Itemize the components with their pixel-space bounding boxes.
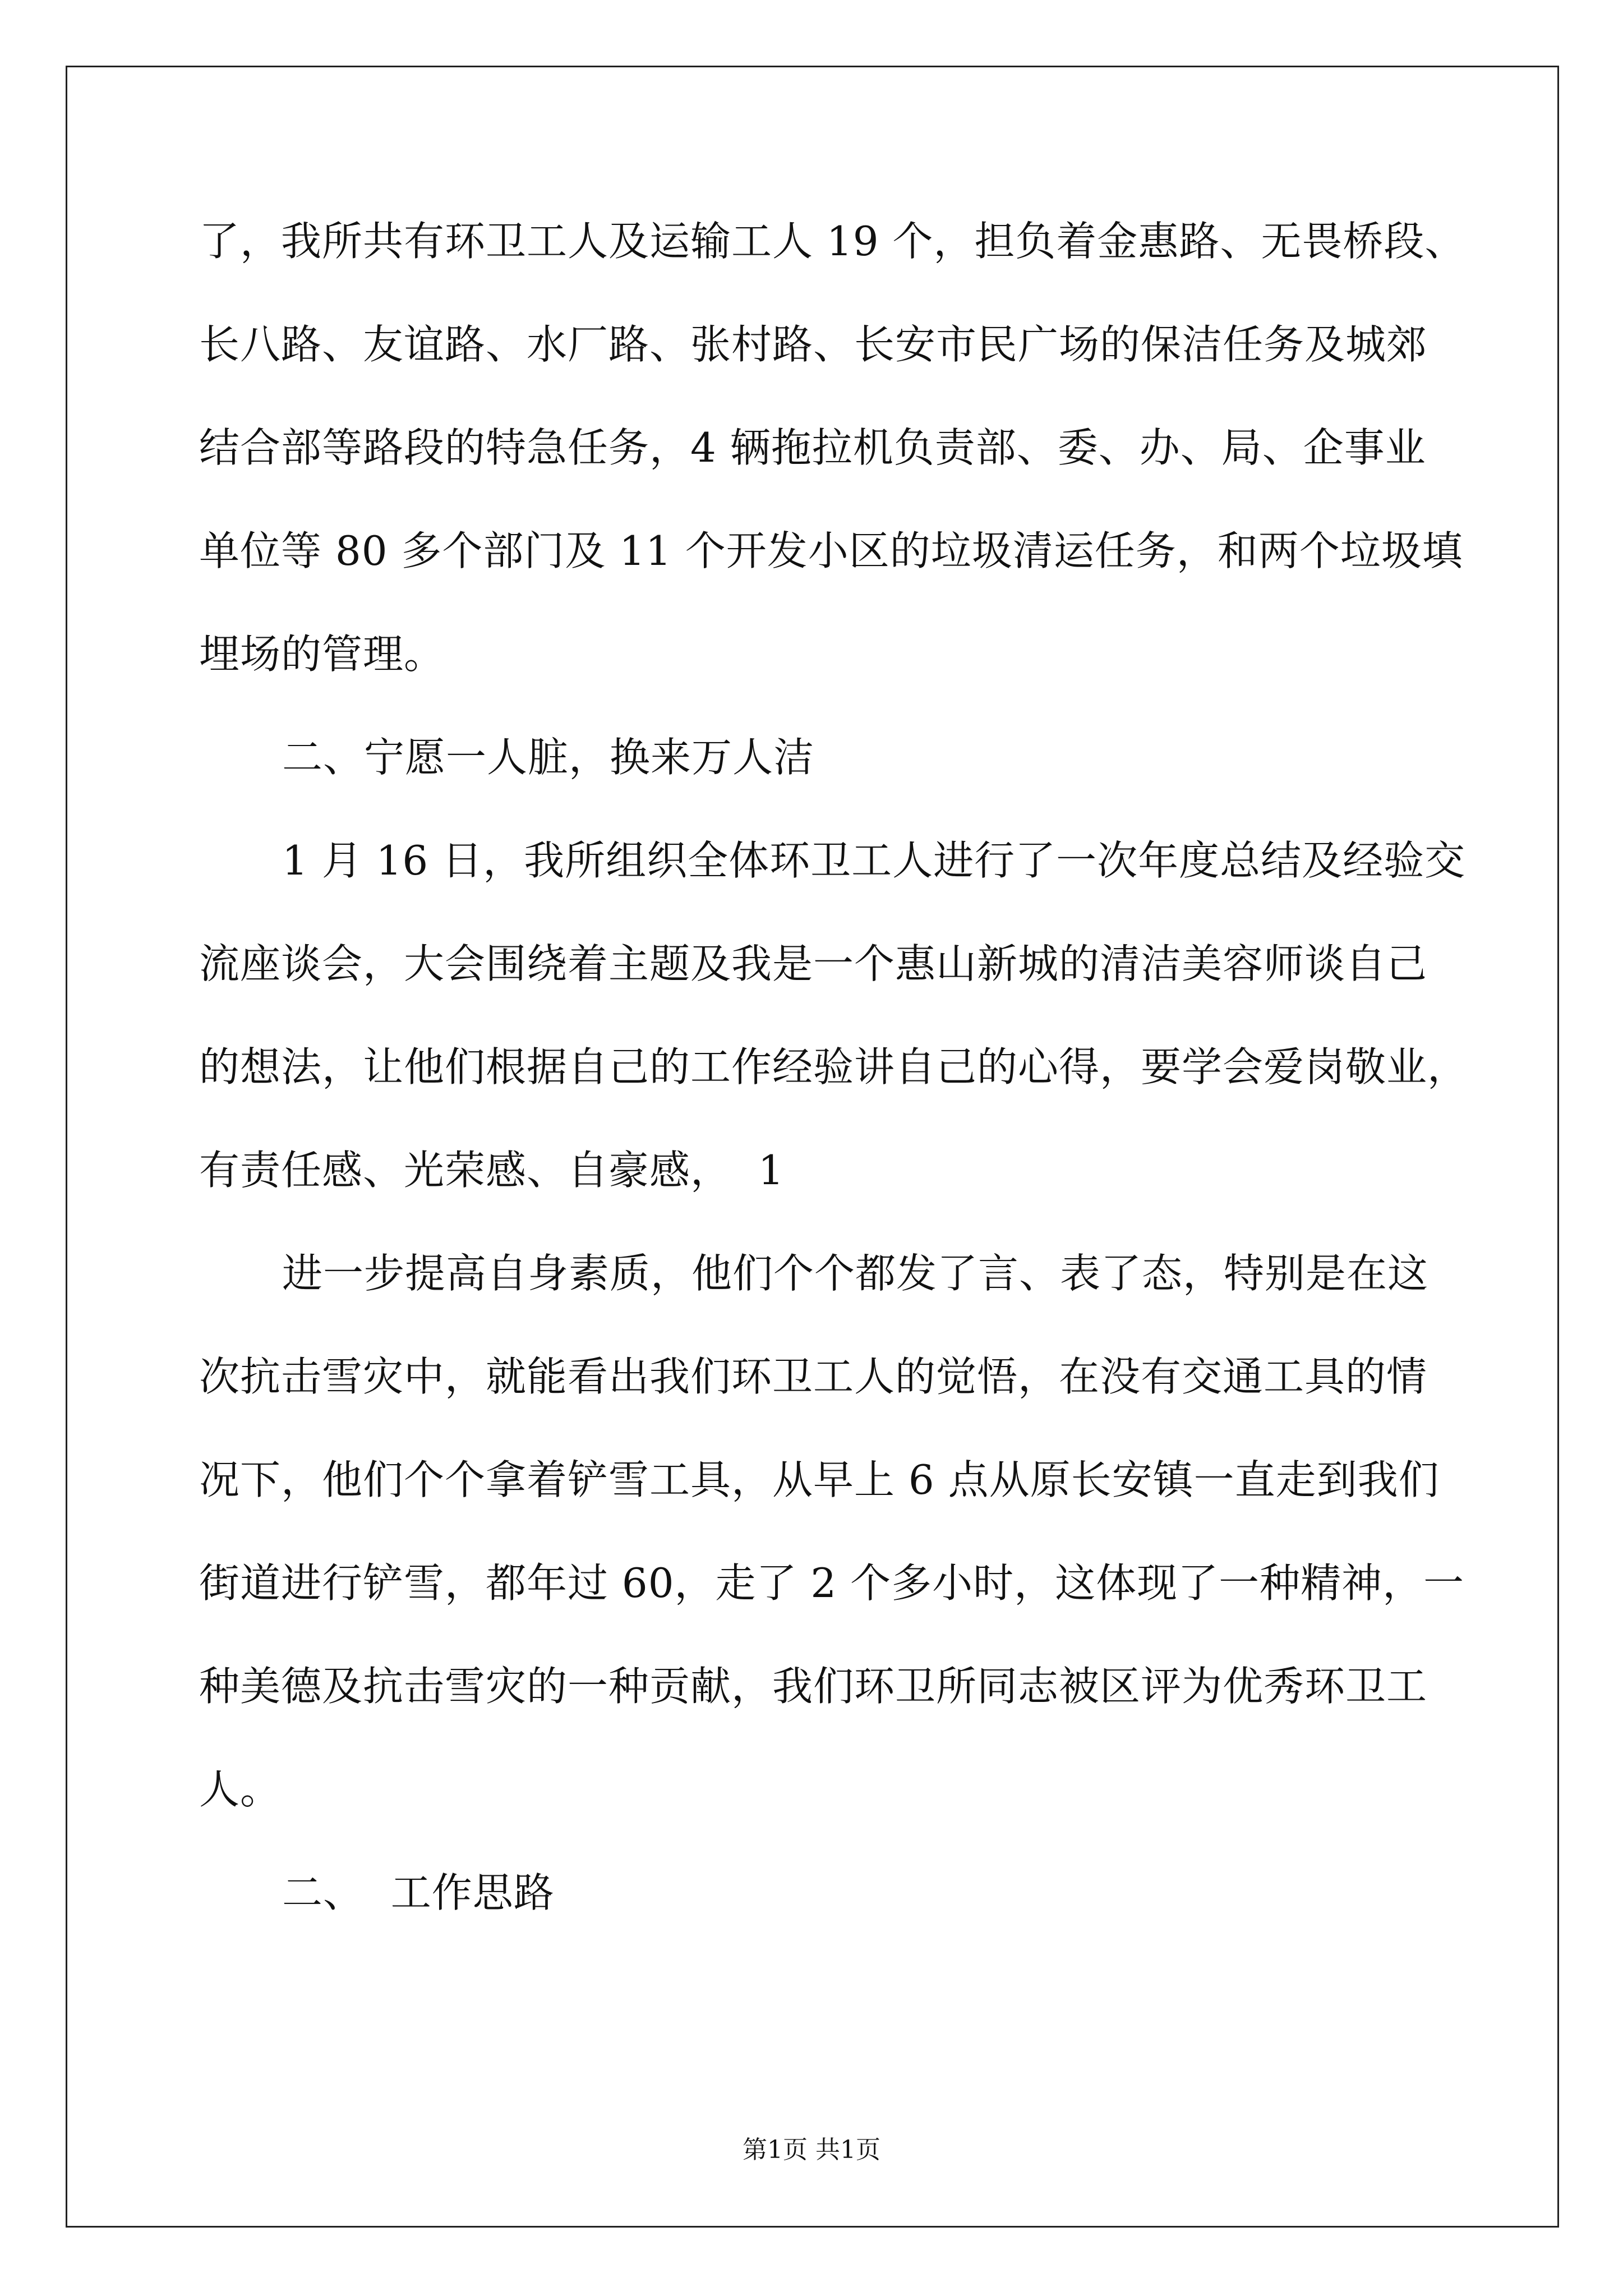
body-line: 了，我所共有环卫工人及运输工人 19 个，担负着金惠路、无畏桥段、 [199, 218, 1466, 265]
body-line: 次抗击雪灾中，就能看出我们环卫工人的觉悟，在没有交通工具的情 [199, 1353, 1428, 1400]
section-heading: 二、宁愿一人脏，换来万人洁 [282, 734, 815, 781]
body-line: 况下，他们个个拿着铲雪工具，从早上 6 点从原长安镇一直走到我们 [199, 1456, 1440, 1503]
body-line: 埋场的管理。 [199, 631, 445, 678]
body-line: 的想法，让他们根据自己的工作经验讲自己的心得，要学会爱岗敬业， [199, 1043, 1469, 1091]
page-footer: 第1页 共1页 [743, 2136, 880, 2164]
body-line: 有责任感、光荣感、自豪感， 1 [199, 1147, 785, 1194]
body-line: 长八路、友谊路、水厂路、张村路、长安市民广场的保洁任务及城郊 [199, 321, 1428, 368]
body-line: 进一步提高自身素质，他们个个都发了言、表了态，特别是在这 [282, 1250, 1429, 1297]
section-heading: 二、 工作思路 [282, 1869, 555, 1916]
body-line: 结合部等路段的特急任务，4 辆拖拉机负责部、委、办、局、企事业 [199, 424, 1426, 471]
body-line: 1 月 16 日，我所组织全体环卫工人进行了一次年度总结及经验交 [282, 837, 1466, 884]
body-line: 单位等 80 多个部门及 11 个开发小区的垃圾清运任务，和两个垃圾填 [199, 527, 1463, 574]
body-line: 种美德及抗击雪灾的一种贡献，我们环卫所同志被区评为优秀环卫工 [199, 1663, 1428, 1710]
body-line: 流座谈会，大会围绕着主题及我是一个惠山新城的清洁美容师谈自己 [199, 940, 1428, 987]
body-line: 人。 [199, 1766, 282, 1813]
body-line: 街道进行铲雪，都年过 60，走了 2 个多小时，这体现了一种精神，一 [199, 1559, 1465, 1607]
